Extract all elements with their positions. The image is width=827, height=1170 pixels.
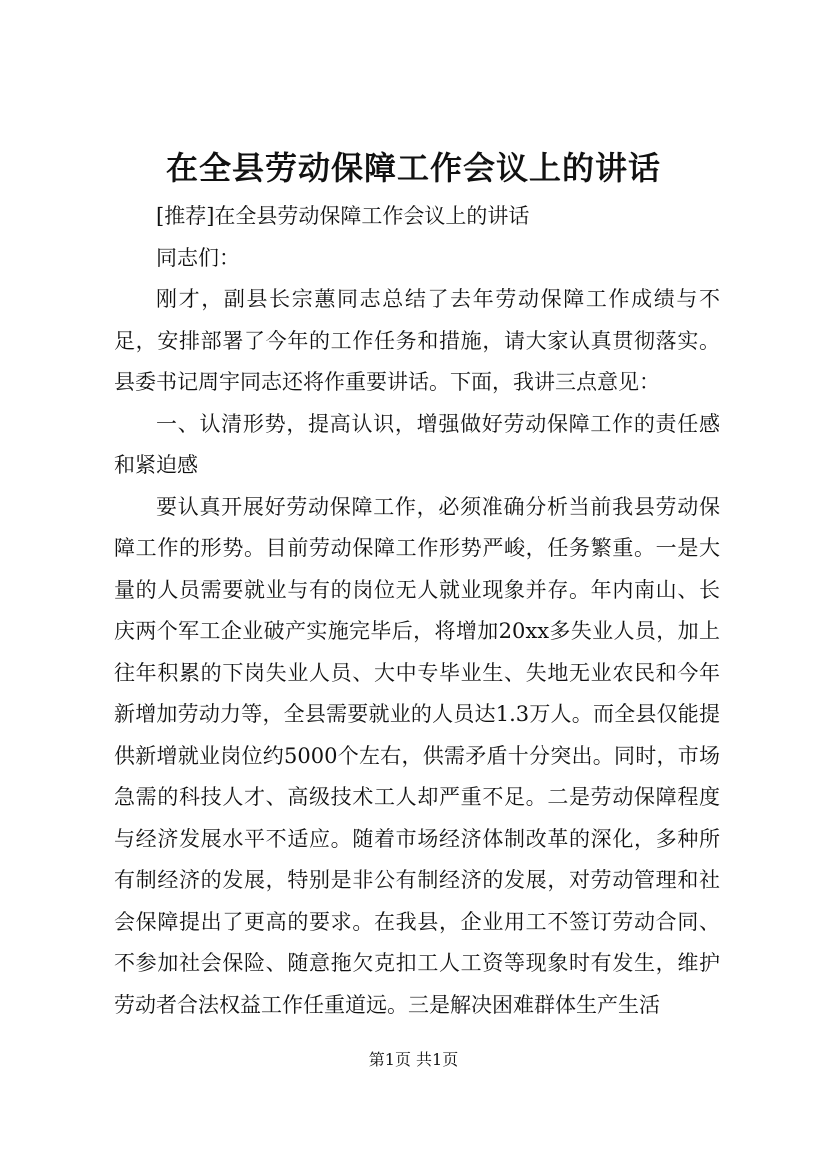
paragraph-recommend: [推荐]在全县劳动保障工作会议上的讲话 — [156, 204, 530, 228]
paragraph-intro: 刚才，副县长宗蕙同志总结了去年劳动保障工作成绩与不足，安排部署了今年的工作任务和措施，请大家认真贯彻落实。县委书记周宇同志还将作重要讲话。下面，我讲三点意见： — [114, 287, 720, 394]
document-title: 在全县劳动保障工作会议上的讲话 — [165, 149, 661, 187]
paragraph-salutation: 同志们： — [156, 245, 240, 270]
document-body — [114, 196, 720, 1026]
page-footer: 第1页 共1页 — [368, 1050, 459, 1069]
paragraph-section-heading: 一、认清形势，提高认识，增强做好劳动保障工作的责任感和紧迫感 — [114, 411, 720, 477]
paragraph-situation: 要认真开展好劳动保障工作，必须准确分析当前我县劳动保障工作的形势。目前劳动保障工作形势严峻，任务繁重。一是大量的人员需要就业与有的岗位无人就业现象并存。年内南山、长庆两个军工企业破产实施完毕后，将增加20xx多失业人员，加上往年积累的下岗失业人员、大中专毕业生、失地无业农民和今年新增加劳动力等，全县需要就业的人员达1.3万人。而全县仅能提供新增就业岗位约5000个左右，供需矛盾十分突出。同时，市场急需的科技人才、高级技术工人却严重不足。二是劳动保障程度与经济发展水平不适应。随着市场经济体制改革的深化，多种所有制经济的发展，特别是非公有制经济的发展，对劳动管理和社会保障提出了更高的要求。在我县，企业用工不签订劳动合同、不参加社会保险、随意拖欠克扣工人工资等现象时有发生，维护劳动者合法权益工作任重道远。三是解决困难群体生产生活 — [114, 494, 720, 1017]
